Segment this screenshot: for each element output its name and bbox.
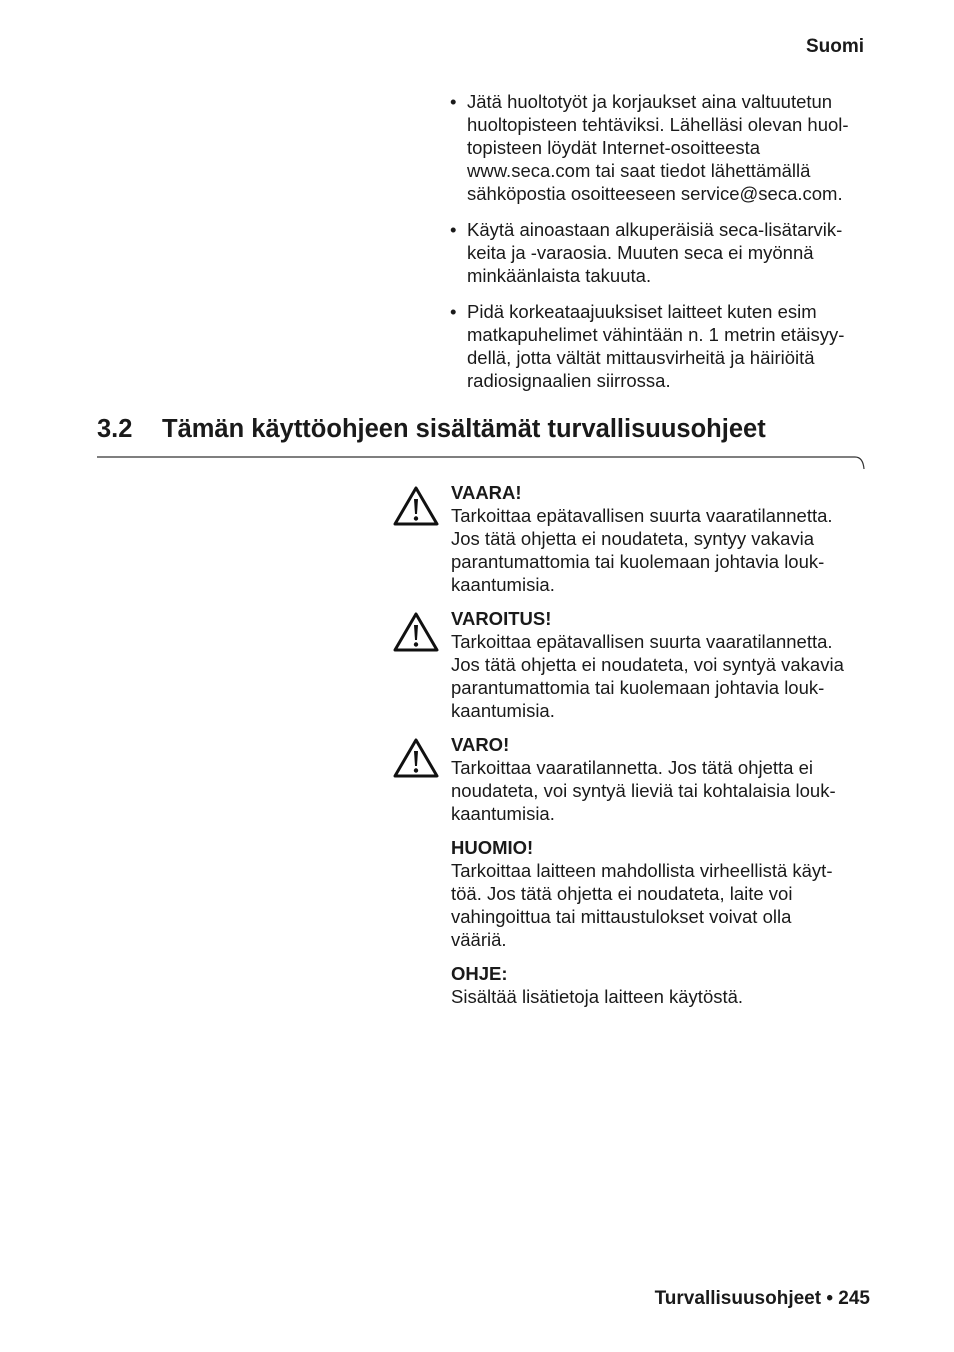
bullet-line: keita ja -varaosia. Muuten seca ei myönnä — [467, 242, 814, 263]
note-line: kaantumisia. — [451, 574, 555, 595]
note-line: kaantumisia. — [451, 700, 555, 721]
header-language: Suomi — [805, 36, 864, 57]
page-number: 245 — [838, 1288, 870, 1309]
bullet-line: • Jätä huoltotyöt ja korjaukset aina valtuutetun — [467, 91, 833, 112]
warning-triangle-icon — [393, 611, 439, 653]
note-line: Tarkoittaa epätavallisen suurta vaaratilannetta. — [451, 631, 833, 652]
section-heading — [97, 415, 766, 444]
note-title: VAROITUS! — [451, 608, 552, 629]
note-line: töä. Jos tätä ohjetta ei noudateta, laite voi — [451, 883, 793, 904]
footer-separator: • — [826, 1288, 834, 1309]
page-footer — [655, 1288, 870, 1310]
note-title: VAARA! — [451, 482, 522, 503]
bullet-item — [450, 300, 875, 392]
bullet-line: minkäänlaista takuuta. — [467, 265, 652, 286]
note-caution — [393, 733, 883, 825]
note-line: Jos tätä ohjetta ei noudateta, syntyy vakavia — [451, 528, 815, 549]
bullet-line: huoltopisteen tehtäviksi. Lähelläsi olevan huol- — [467, 114, 849, 135]
note-warning — [393, 607, 883, 722]
note-line: Tarkoittaa vaaratilannetta. Jos tätä ohjetta ei — [451, 757, 813, 778]
bullet-line: sähköpostia osoitteeseen service@seca.com. — [467, 183, 843, 204]
safety-notes — [393, 481, 883, 1019]
warning-triangle-icon — [393, 485, 439, 527]
section-title: Tämän käyttöohjeen sisältämät turvallisuusohjeet — [162, 415, 766, 443]
note-attention — [393, 836, 883, 951]
note-title: HUOMIO! — [451, 837, 534, 858]
bullet-line: • Pidä korkeataajuuksiset laitteet kuten esim — [467, 301, 817, 322]
note-line: vääriä. — [451, 929, 507, 950]
footer-section-name: Turvallisuusohjeet — [654, 1288, 822, 1309]
note-line: Tarkoittaa laitteen mahdollista virheellistä käyt- — [451, 860, 833, 881]
bullet-line: radiosignaalien siirrossa. — [467, 370, 671, 391]
note-danger — [393, 481, 883, 596]
note-title: OHJE: — [451, 963, 508, 984]
section-divider — [97, 456, 865, 470]
bullet-line: topisteen löydät Internet-osoitteesta — [467, 137, 761, 158]
note-line: kaantumisia. — [451, 803, 555, 824]
warning-triangle-icon — [393, 737, 439, 779]
section-number: 3.2 — [97, 415, 133, 443]
bullet-line: • Käytä ainoastaan alkuperäisiä seca-lisätarvik- — [467, 219, 843, 240]
note-line: Jos tätä ohjetta ei noudateta, voi syntyä vakavia — [451, 654, 844, 675]
bullet-list — [450, 90, 875, 405]
bullet-line: matkapuhelimet vähintään n. 1 metrin etäisyy- — [467, 324, 845, 345]
note-line: parantumattomia tai kuolemaan johtavia louk- — [451, 677, 825, 698]
note-line: vahingoittua tai mittaustulokset voivat olla — [451, 906, 792, 927]
note-line: parantumattomia tai kuolemaan johtavia louk- — [451, 551, 825, 572]
bullet-item — [450, 90, 875, 205]
note-info — [393, 962, 883, 1008]
bullet-item — [450, 218, 875, 287]
bullet-line: dellä, jotta vältät mittausvirheitä ja häiriöitä — [467, 347, 815, 368]
note-line: noudateta, voi syntyä lieviä tai kohtalaisia louk- — [451, 780, 836, 801]
note-title: VARO! — [451, 734, 510, 755]
bullet-line: www.seca.com tai saat tiedot lähettämällä — [467, 160, 811, 181]
note-line: Tarkoittaa epätavallisen suurta vaaratilannetta. — [451, 505, 833, 526]
note-line: Sisältää lisätietoja laitteen käytöstä. — [451, 986, 744, 1007]
